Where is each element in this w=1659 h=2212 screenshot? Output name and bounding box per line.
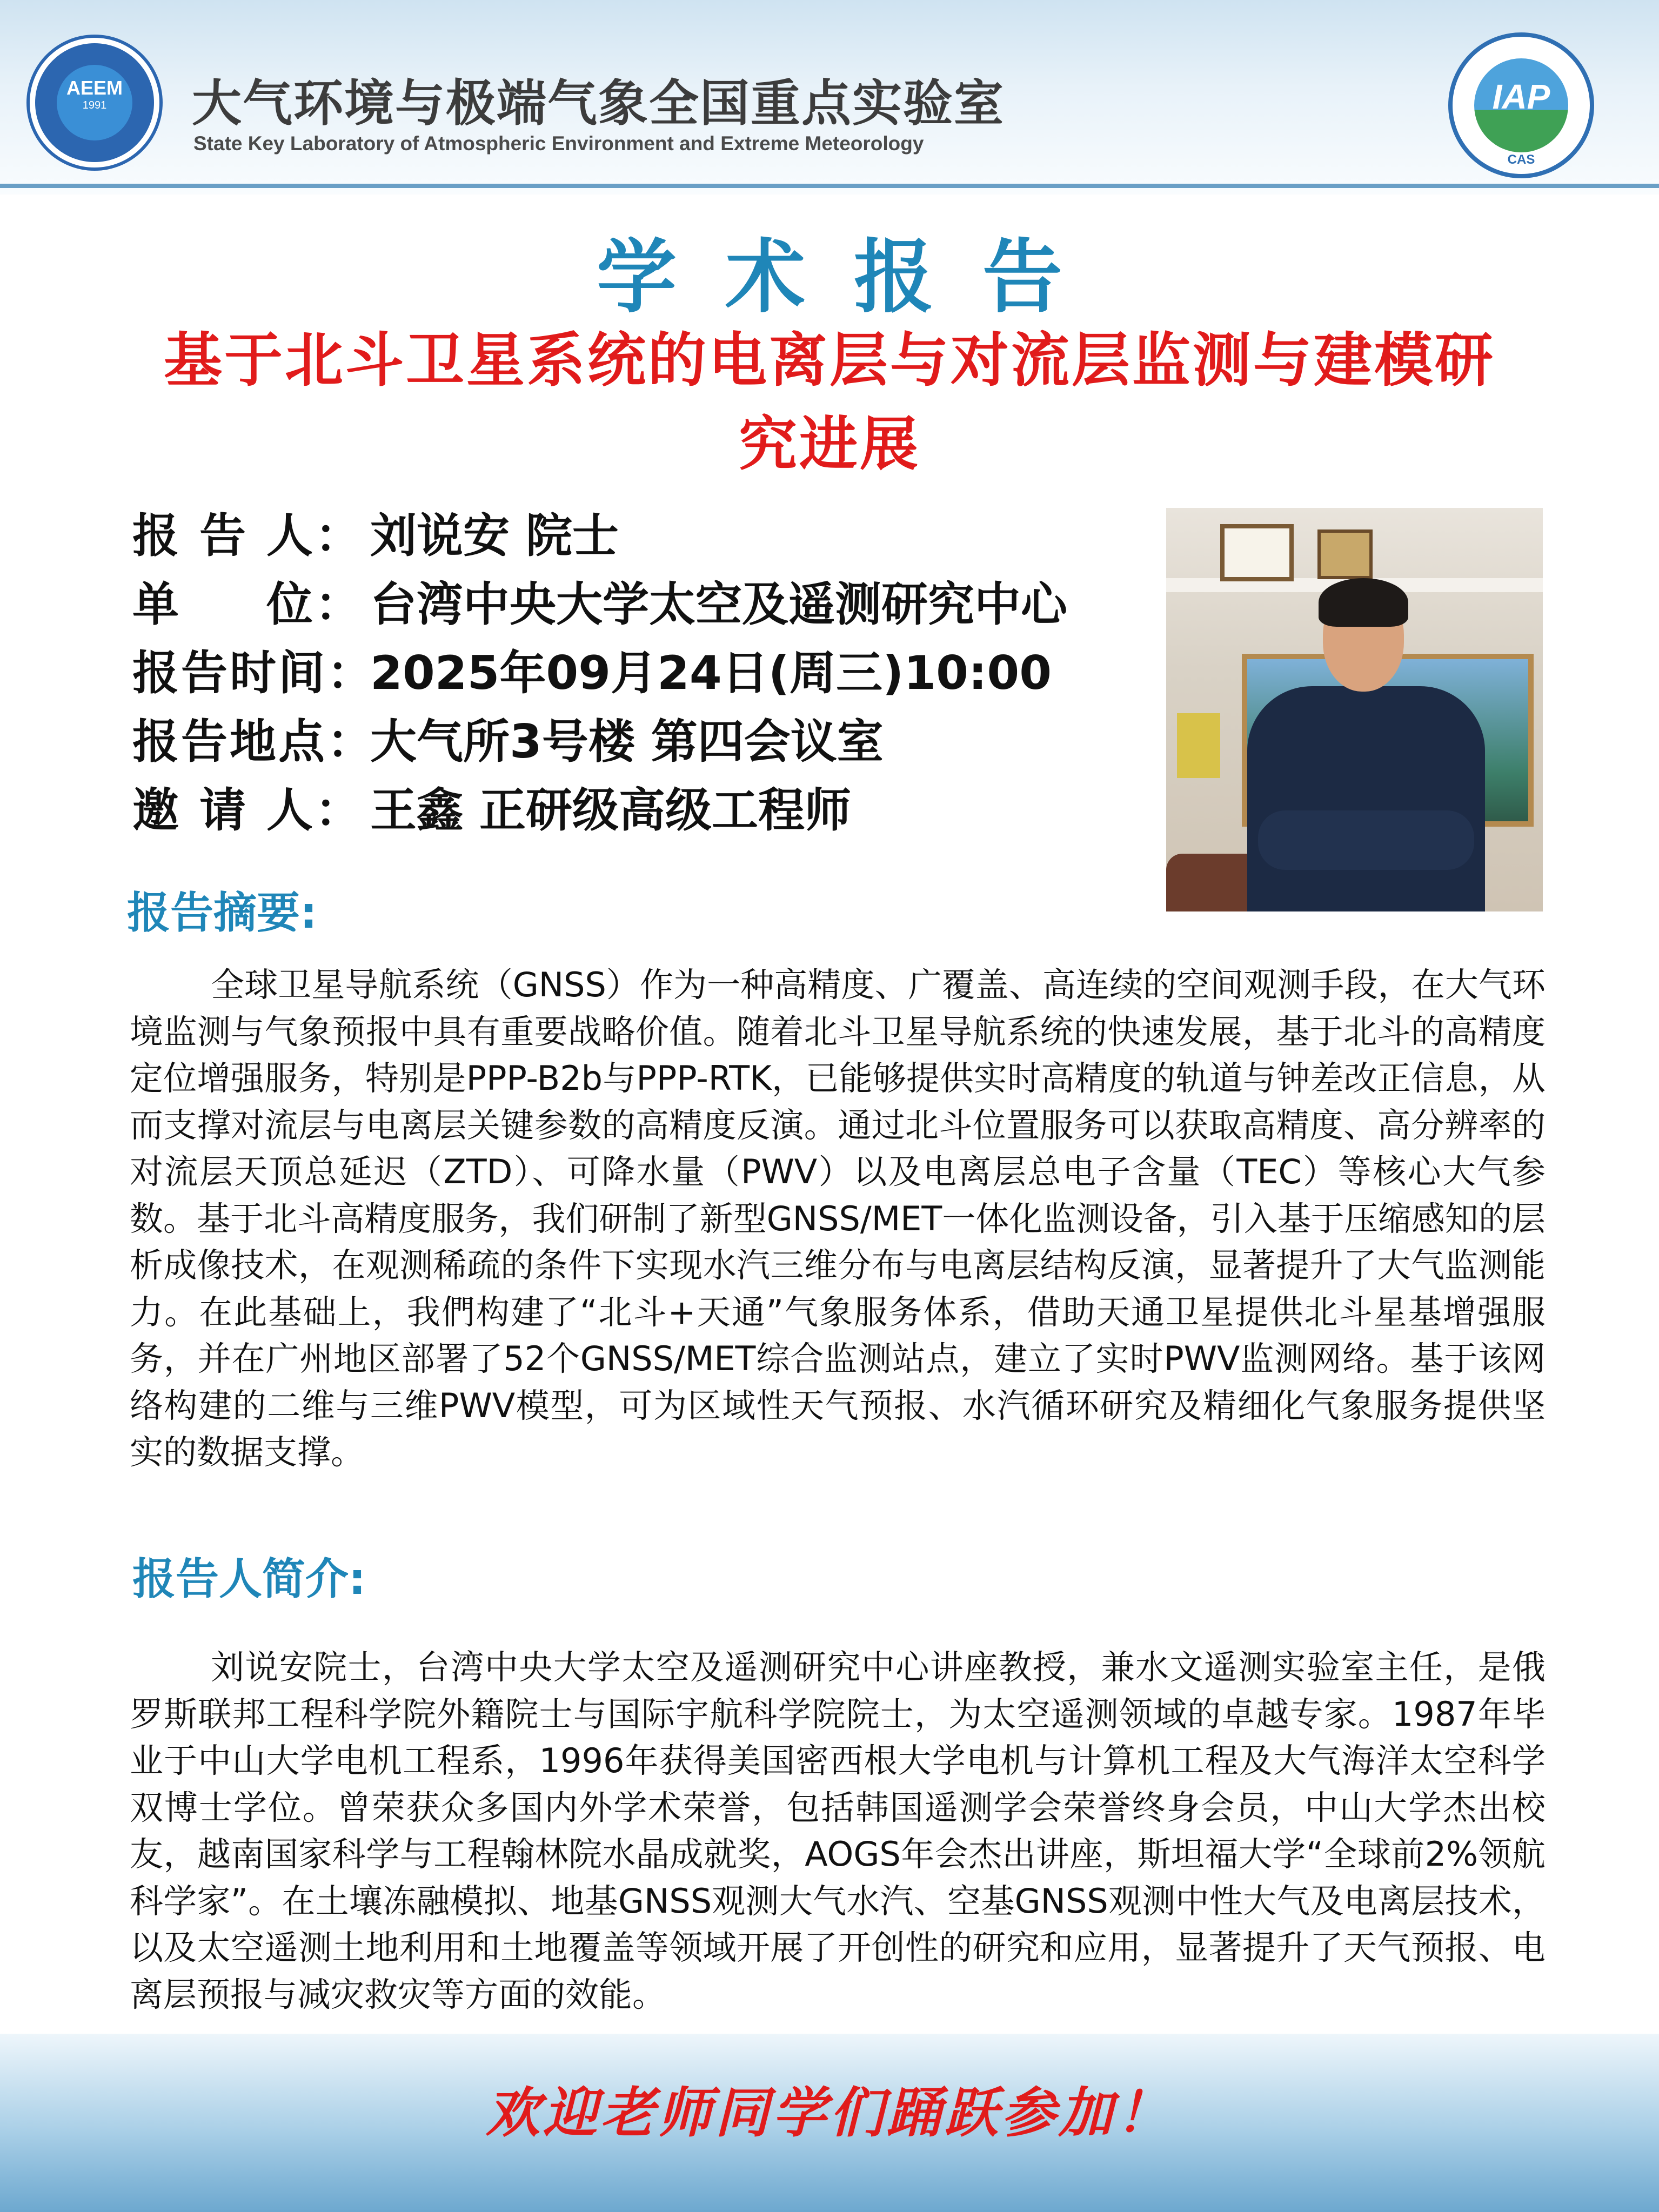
photo-certificate-frame (1220, 524, 1294, 581)
info-value-inviter: 王鑫 正研级高级工程师 (370, 783, 851, 837)
aeem-logo (30, 38, 159, 167)
info-row-location (132, 703, 1159, 772)
photo-speaker-arms (1258, 810, 1474, 870)
photo-plaque-frame (1317, 529, 1373, 579)
info-value-speaker: 刘说安 院士 (370, 508, 619, 563)
photo-speaker-body (1247, 686, 1485, 911)
photo-speaker-hair (1319, 578, 1408, 627)
info-label: 报告地点： (132, 714, 376, 769)
info-value-time: 2025年09月24日(周三)10:00 (370, 646, 1052, 700)
info-label: 报 告 人： (132, 508, 364, 563)
info-label: 报告时间： (132, 646, 376, 700)
info-row-affiliation (132, 566, 1159, 634)
welcome-message: 欢迎老师同学们踊跃参加！ (486, 2081, 1173, 2144)
academic-report-label: 学术报告 (597, 230, 1111, 324)
iap-cas-logo (1448, 32, 1594, 178)
abstract-text: 全球卫星导航系统（GNSS）作为一种高精度、广覆盖、高连续的空间观测手段，在大气环境监测与气象预报中具有重要战略价值。随着北斗卫星导航系统的快速发展，基于北斗的高精度定位增强服务，特别是PPP-B2b与PPP-RTK，已能够提供实时高精度的轨道与钟差改正信息，从而支撑对流层与电离层关键参数的高精度反演。通过北斗位置服务可以获取高精度、高分辨率的对流层天顶总延迟（ZTD）、可降水量（PWV）以及电离层总电子含量（TEC）等核心大气参数。基于北斗高精度服务，我们研制了新型GNSS/MET一体化监测设备，引入基于压缩感知的层析成像技术，在观测稀疏的条件下实现水汽三维分布与电离层结构反演，显著提升了大气监测能力。在此基础上，我們构建了“北斗+天通”气象服务体系，借助天通卫星提供北斗星基增强服务，并在广州地区部署了52个GNSS/MET综合监测站点，建立了实时PWV监测网络。基于该网络构建的二维与三维PWV模型，可为区域性天气预报、水汽循环研究及精细化气象服务提供坚实的数据支撑。 (130, 965, 1546, 1472)
info-value-affiliation: 台湾中央大学太空及遥测研究中心 (370, 577, 1067, 632)
lab-name-chinese: 大气环境与极端气象全国重点实验室 (192, 75, 1005, 132)
info-label: 邀 请 人： (132, 783, 364, 837)
bio-text: 刘说安院士，台湾中央大学太空及遥测研究中心讲座教授，兼水文遥测实验室主任，是俄罗斯联邦工程科学院外籍院士与国际宇航科学院院士，为太空遥测领域的卓越专家。1987年毕业于中山大学电机工程系，1996年获得美国密西根大学电机与计算机工程及大气海洋太空科学双博士学位。曾荣获众多国内外学术荣誉，包括韩国遥测学会荣誉终身会员，中山大学杰出校友，越南国家科学与工程翰林院水晶成就奖，AOGS年会杰出讲座，斯坦福大学“全球前2%领航科学家”。在土壤冻融模拟、地基GNSS观测大气水汽、空基GNSS观测中性大气及电离层技术，以及太空遥测土地利用和土地覆盖等领域开展了开创性的研究和应用，显著提升了天气预报、电离层预报与减灾救灾等方面的效能。 (130, 1647, 1546, 2014)
info-label: 单 位： (132, 577, 364, 632)
photo-flag (1177, 713, 1220, 778)
aeem-logo-text: AEEM (66, 77, 123, 99)
info-row-time (132, 634, 1159, 703)
aeem-logo-year: 1991 (82, 99, 107, 111)
report-title: 基于北斗卫星系统的电离层与对流层监测与建模研究进展 (163, 326, 1495, 478)
bio-heading: 报告人简介: (132, 1554, 366, 1604)
lab-name-english: State Key Laboratory of Atmospheric Environment and Extreme Meteorology (193, 132, 924, 155)
info-row-speaker (132, 497, 1159, 566)
cas-logo-text: CAS (1507, 152, 1535, 167)
header-divider (0, 184, 1659, 188)
iap-logo-text: IAP (1492, 77, 1550, 116)
abstract-heading: 报告摘要: (127, 888, 317, 938)
info-row-inviter (132, 772, 1159, 840)
report-info-list (132, 497, 1159, 840)
speaker-photo (1166, 508, 1543, 911)
info-value-location: 大气所3号楼 第四会议室 (370, 714, 884, 769)
